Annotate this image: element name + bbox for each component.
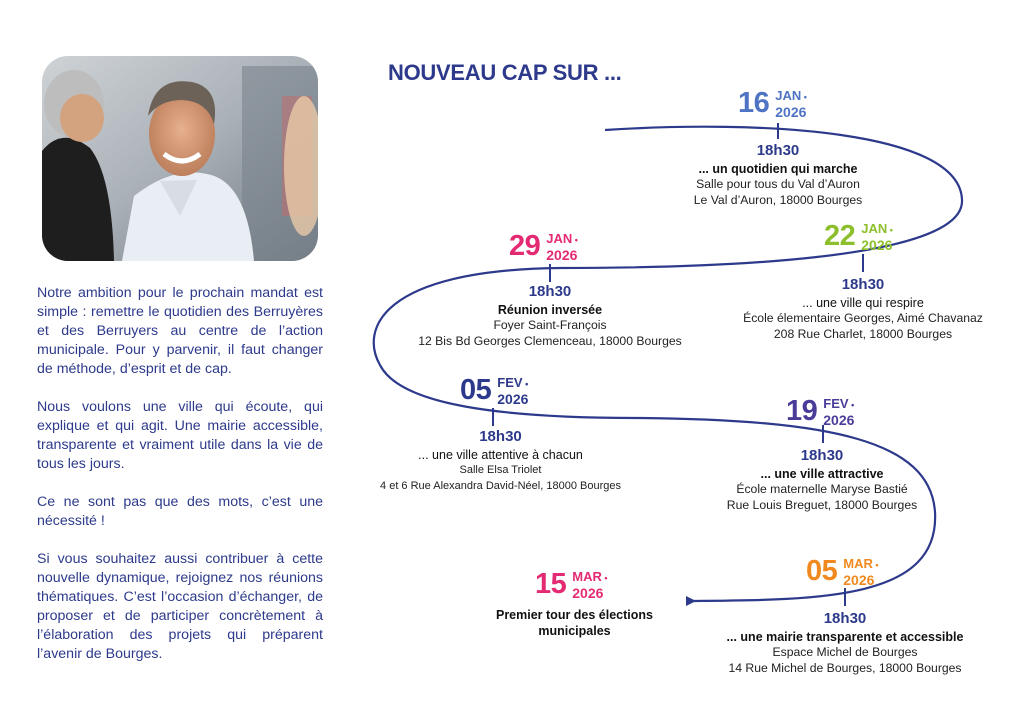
date-year: 2026	[775, 104, 807, 120]
event-title: ... une ville attentive à chacun	[418, 448, 583, 462]
intro-paragraph: Ce ne sont pas que des mots, c’est une nécessité !	[37, 494, 323, 529]
date-day: 19	[786, 395, 818, 427]
date-month-year	[572, 569, 607, 601]
event-title: Réunion inversée	[497, 303, 603, 317]
date-month: JAN •	[861, 221, 893, 236]
date-month-year	[843, 556, 878, 588]
event-date	[738, 88, 807, 120]
date-month: MAR •	[843, 556, 878, 571]
event-05-fev	[363, 428, 638, 494]
date-month-year	[775, 88, 807, 120]
date-year: 2026	[572, 585, 604, 601]
intro-paragraph: Si vous souhaitez aussi contribuer à cette nouvelle dynamique, rejoignez nos réunions thématiques. C’est l’occasion d’échanger, de proposer et de participer concrètement à l’élaboration des projets qui préparent l’avenir de Bourges.	[37, 551, 323, 662]
event-date	[806, 556, 879, 588]
event-address: Rue Louis Breguet, 18000 Bourges	[726, 498, 918, 512]
event-time: 18h30	[756, 142, 800, 159]
event-22-jan	[723, 276, 1003, 342]
date-month-year	[497, 375, 528, 407]
event-address: 4 et 6 Rue Alexandra David-Néel, 18000 Bourges	[380, 480, 621, 492]
date-day: 05	[806, 555, 838, 587]
event-venue: Salle pour tous du Val d’Auron	[696, 177, 860, 191]
event-title: Premier tour des élections municipales	[495, 608, 653, 638]
date-day: 16	[738, 87, 770, 119]
event-16-jan	[668, 142, 888, 208]
intro-paragraph: Nous voulons une ville qui écoute, qui explique et qui agit. Une mairie accessible, transparente et vraiment utile dans la vie de tous les jours.	[37, 399, 323, 472]
event-date	[509, 231, 578, 263]
date-month-year	[861, 221, 893, 253]
event-address: Le Val d’Auron, 18000 Bourges	[693, 193, 863, 207]
date-year: 2026	[546, 247, 578, 263]
event-title: ... une mairie transparente et accessible	[726, 630, 964, 644]
event-title: ... une ville attractive	[760, 467, 884, 481]
event-venue: École élementaire Georges, Aimé Chavanaz	[743, 311, 983, 325]
event-29-jan	[410, 283, 690, 349]
intro-paragraph: Notre ambition pour le prochain mandat est simple : remettre le quotidien des Berruyères et des Berruyers au centre de l’action municipale. Pour y parvenir, il faut changer de méthode, d’esprit et de cap.	[37, 285, 323, 377]
event-time: 18h30	[479, 428, 522, 445]
date-year: 2026	[843, 572, 875, 588]
event-15-mar	[487, 604, 662, 639]
date-month-year	[823, 396, 854, 428]
date-year: 2026	[823, 412, 855, 428]
event-05-mar	[705, 610, 985, 676]
event-address: 12 Bis Bd Georges Clemenceau, 18000 Bourges	[418, 334, 682, 348]
event-title: ... un quotidien qui marche	[698, 162, 858, 176]
date-month: MAR •	[572, 569, 607, 584]
event-time: 18h30	[841, 276, 885, 293]
date-day: 29	[509, 230, 541, 262]
event-time: 18h30	[823, 610, 867, 627]
event-19-fev	[712, 447, 932, 513]
event-venue: École maternelle Maryse Bastié	[736, 482, 908, 496]
date-month-year	[546, 231, 578, 263]
event-time: 18h30	[800, 447, 844, 464]
event-date	[535, 569, 608, 601]
date-year: 2026	[497, 391, 529, 407]
date-month: JAN •	[546, 231, 578, 246]
date-day: 22	[824, 220, 856, 252]
page-title: NOUVEAU CAP SUR ...	[388, 60, 622, 85]
event-venue: Espace Michel de Bourges	[772, 645, 918, 659]
event-address: 208 Rue Charlet, 18000 Bourges	[773, 327, 953, 341]
event-date	[824, 221, 893, 253]
event-venue: Salle Elsa Triolet	[459, 464, 542, 476]
event-title: ... une ville qui respire	[802, 296, 924, 310]
event-date	[786, 396, 854, 428]
date-day: 15	[535, 568, 567, 600]
date-month: JAN •	[775, 88, 807, 103]
event-address: 14 Rue Michel de Bourges, 18000 Bourges	[728, 661, 962, 675]
date-month: FEV •	[497, 375, 528, 390]
date-year: 2026	[861, 237, 893, 253]
date-day: 05	[460, 374, 492, 406]
event-venue: Foyer Saint-François	[493, 318, 607, 332]
date-month: FEV •	[823, 396, 854, 411]
event-date	[460, 375, 528, 407]
event-time: 18h30	[528, 283, 572, 300]
